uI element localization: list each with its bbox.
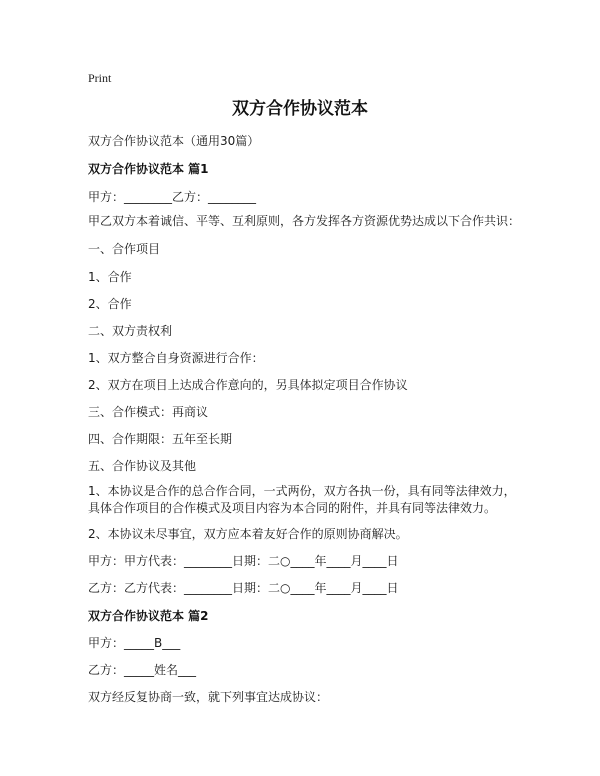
- clause-item-1-1: 1、合作: [88, 270, 132, 284]
- page-title: 双方合作协议范本: [232, 99, 368, 119]
- clause-heading-3: 三、合作模式：再商议: [88, 405, 209, 419]
- section2-intro: 双方经反复协商一致，就下列事宜达成协议：: [88, 690, 329, 704]
- clause-item-2-2: 2、双方在项目上达成合作意向的，另具体拟定项目合作协议: [88, 378, 408, 392]
- clause-item-5-2: 2、本协议未尽事宜，双方应本着友好合作的原则协商解决。: [88, 527, 408, 541]
- clause-heading-5: 五、合作协议及其他: [88, 459, 197, 473]
- clause-item-2-1: 1、双方整合自身资源进行合作：: [88, 351, 264, 365]
- section-heading-2: 双方合作协议范本 篇2: [88, 609, 209, 623]
- signature-line-party-b: 乙方：乙方代表：________日期：二○____年____月____日: [88, 581, 399, 595]
- intro-paragraph: 甲乙双方本着诚信、平等、互利原则，各方发挥各方资源优势达成以下合作共识：: [88, 214, 521, 228]
- parties-line: 甲方：________乙方：________: [88, 190, 257, 204]
- clause-item-1-2: 2、合作: [88, 297, 132, 311]
- section-heading-1: 双方合作协议范本 篇1: [88, 162, 209, 176]
- clause-heading-2: 二、双方责权利: [88, 324, 173, 338]
- signature-line-party-a: 甲方：甲方代表：________日期：二○____年____月____日: [88, 554, 399, 568]
- clause-heading-1: 一、合作项目: [88, 242, 161, 256]
- party-b-line: 乙方：_____姓名___: [88, 663, 197, 677]
- clause-item-5-1: 1、本协议是合作的总合作合同，一式两份，双方各执一份，具有同等法律效力，具体合作项目的合作模式及项目内容为本合同的附件，并具有同等法律效力。: [88, 484, 516, 515]
- document-subtitle: 双方合作协议范本（通用30篇）: [88, 134, 260, 148]
- print-label: Print: [88, 71, 112, 85]
- party-a-line: 甲方：_____B___: [88, 636, 181, 650]
- clause-heading-4: 四、合作期限：五年至长期: [88, 432, 233, 446]
